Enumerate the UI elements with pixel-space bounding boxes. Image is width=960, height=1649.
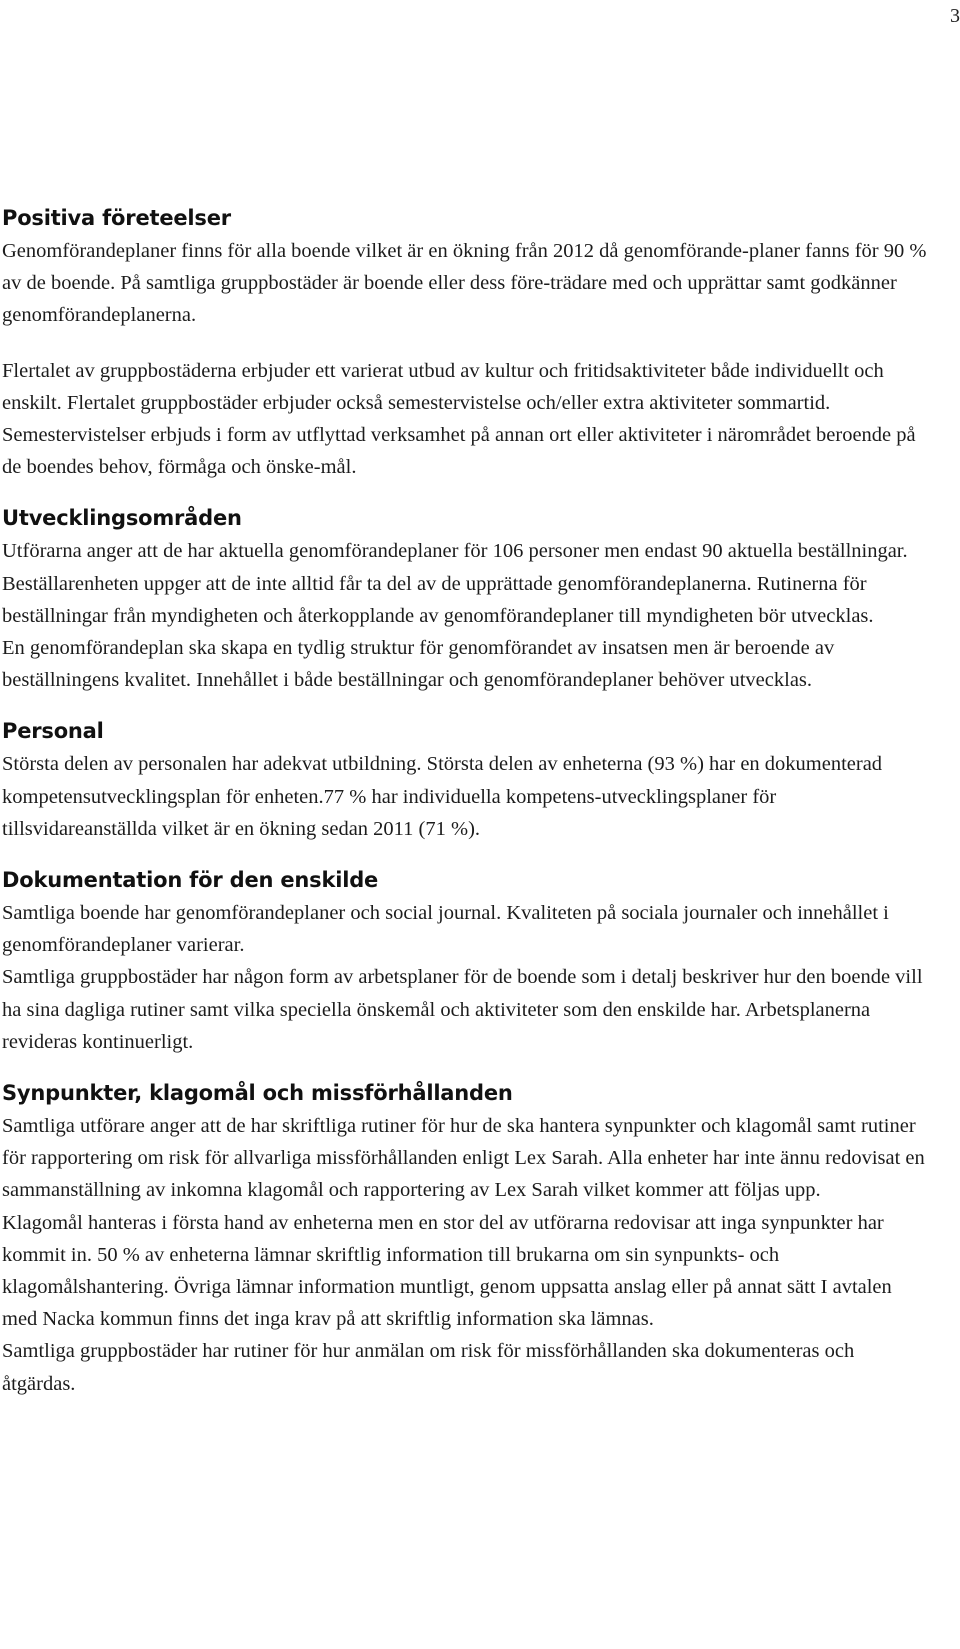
paragraph: Samtliga gruppbostäder har rutiner för hur anmälan om risk för missförhållanden ska dokumenteras och åtgärdas. bbox=[2, 1340, 855, 1395]
paragraph: Utförarna anger att de har aktuella genomförandeplaner för 106 personer men endast 90 aktuella beställningar. Beställarenheten uppger att de inte alltid får ta del av de upprättade genomförandeplanerna. Rutinerna för beställningar från myndigheten och återkopplande av genomförandeplaner till myndigheten bör utvecklas. bbox=[2, 540, 908, 627]
section-personal bbox=[2, 715, 932, 845]
section-positiva-foreteelser bbox=[2, 202, 932, 483]
section-heading: Personal bbox=[2, 719, 104, 744]
section-synpunkter bbox=[2, 1077, 932, 1400]
paragraph: Klagomål hanteras i första hand av enheterna men en stor del av utförarna redovisar att inga synpunkter har kommit in. 50 % av enheterna lämnar skriftlig information till brukarna om sin synpunkts- och klagomålshantering. Övriga lämnar information muntligt, genom uppsatta anslag eller på annat sätt I avtalen med Nacka kommun finns det inga krav på att skriftlig information ska lämnas. bbox=[2, 1211, 892, 1331]
paragraph: Flertalet av gruppbostäderna erbjuder ett varierat utbud av kultur och fritidsaktiviteter både individuellt och enskilt. Flertalet gruppbostäder erbjuder också semestervistelse och/eller extra aktiviteter sommartid. Semestervistelser erbjuds i form av utflyttad verksamhet på annan ort eller aktiviteter i närområdet beroende på de boendes behov, förmåga och önske-mål. bbox=[2, 359, 916, 479]
page-number: 3 bbox=[950, 5, 960, 27]
paragraph: En genomförandeplan ska skapa en tydlig struktur för genomförandet av insatsen men är beroende av beställningens kvalitet. Innehållet i både beställningar och genomförandeplaner behöver utvecklas. bbox=[2, 637, 835, 692]
paragraph: Samtliga boende har genomförandeplaner och social journal. Kvaliteten på sociala journaler och innehållet i genomförandeplaner varierar. bbox=[2, 902, 889, 957]
paragraph: Största delen av personalen har adekvat utbildning. Största delen av enheterna (93 %) har en dokumenterad kompetensutvecklingsplan för enheten.77 % har individuella kompetens-utvecklingsplaner för tillsvidareanställda vilket är en ökning sedan 2011 (71 %). bbox=[2, 753, 883, 840]
section-heading: Utvecklingsområden bbox=[2, 506, 242, 531]
section-heading: Dokumentation för den enskilde bbox=[2, 868, 379, 893]
paragraph: Samtliga utförare anger att de har skriftliga rutiner för hur de ska hantera synpunkter och klagomål samt rutiner för rapportering om risk för allvarliga missförhållanden enligt Lex Sarah. Alla enheter har inte ännu redovisat en sammanställning av inkomna klagomål och rapportering av Lex Sarah vilket kommer att följas upp. bbox=[2, 1115, 925, 1202]
section-heading: Synpunkter, klagomål och missförhållanden bbox=[2, 1081, 513, 1106]
paragraph: Genomförandeplaner finns för alla boende vilket är en ökning från 2012 då genomförande-planer fanns för 90 % av de boende. På samtliga gruppbostäder är boende eller dess före-trädare med och upprättar samt godkänner genomförandeplanerna. bbox=[2, 240, 927, 327]
section-dokumentation bbox=[2, 864, 932, 1058]
paragraph: Samtliga gruppbostäder har någon form av arbetsplaner för de boende som i detalj beskriver hur den boende vill ha sina dagliga rutiner samt vilka speciella önskemål och aktiviteter som den enskilde har. Arbetsplanerna revideras kontinuerligt. bbox=[2, 966, 923, 1053]
section-utvecklingsomraden bbox=[2, 502, 932, 696]
document-body bbox=[2, 202, 932, 1400]
section-heading: Positiva företeelser bbox=[2, 206, 231, 230]
